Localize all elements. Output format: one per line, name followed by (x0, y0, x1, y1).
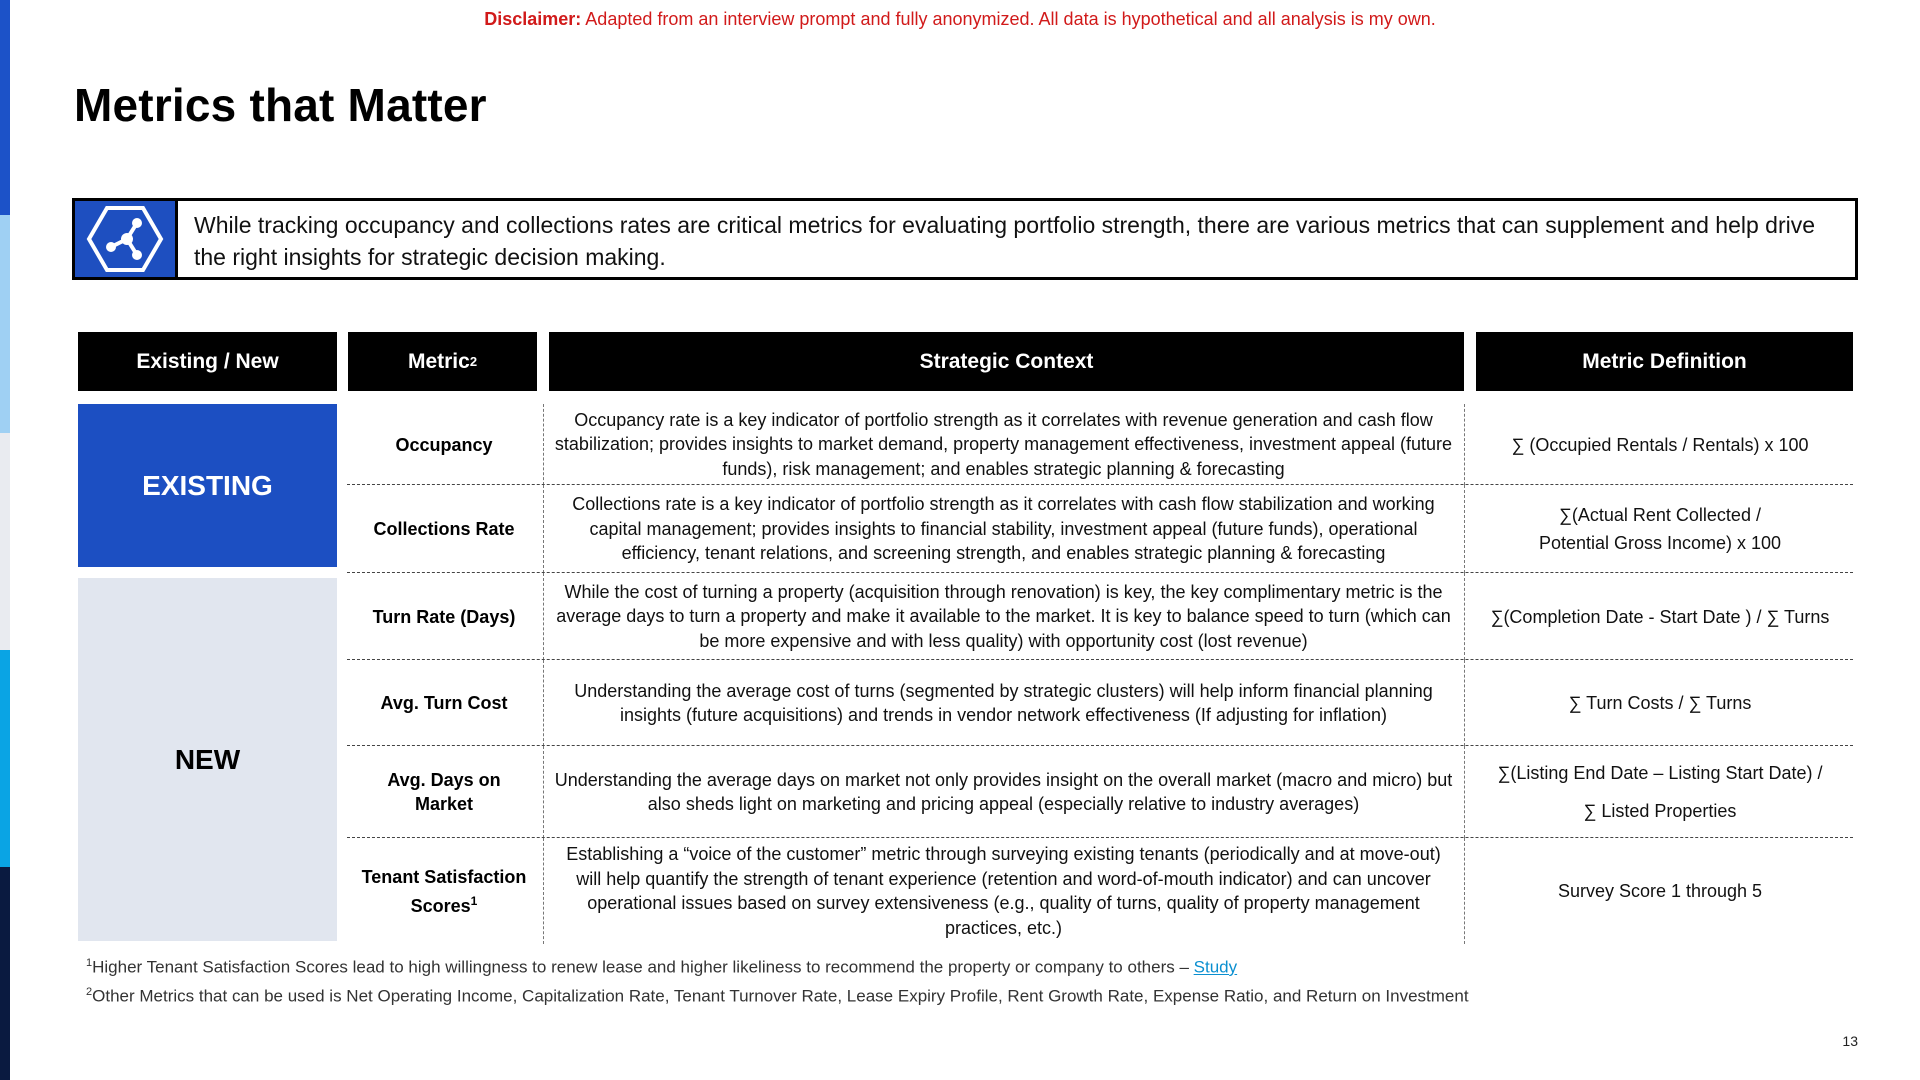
header-definition-label: Metric Definition (1582, 349, 1747, 373)
header-metric-footnote: 2 (469, 354, 478, 369)
definition-line: ∑ Listed Properties (1583, 801, 1737, 821)
footnote-text: Other Metrics that can be used is Net Operating Income, Capitalization Rate, Tenant Turnover Rate, Lease Expiry Profile, Rent Growth Rate, Expense Ratio, and Return on Investment (92, 986, 1469, 1006)
header-context-label: Strategic Context (919, 349, 1094, 373)
column-divider (1464, 746, 1465, 838)
definition-line: ∑ Turn Costs / ∑ Turns (1568, 693, 1752, 713)
edge-stripe (0, 433, 10, 650)
callout-box (72, 198, 1858, 280)
metric-name: Avg. Days on Market (387, 770, 501, 814)
header-metric (348, 332, 537, 391)
header-metric-definition (1476, 332, 1853, 391)
column-divider (1464, 404, 1465, 485)
band-existing: EXISTING (78, 404, 337, 567)
table-row (347, 404, 1853, 485)
strategic-context: Understanding the average days on market not only provides insight on the overall market (macro and micro) but also sheds light on marketing and pricing appeal (especially relative to industry averages) (554, 769, 1453, 814)
metric-definition (1467, 660, 1853, 746)
page-title: Metrics that Matter (74, 79, 487, 131)
metric-definition (1467, 404, 1853, 485)
footnotes (86, 951, 1469, 1008)
footnote-marker: 1 (86, 957, 93, 969)
metric-name: Turn Rate (Days) (372, 606, 516, 627)
metric-footnote: 1 (470, 893, 478, 908)
column-divider (543, 746, 544, 838)
table-row (347, 485, 1853, 573)
metric-definition (1467, 746, 1853, 838)
strategic-context: Occupancy rate is a key indicator of portfolio strength as it correlates with revenue generation and cash flow stabilization; provides insights to market demand, property management effectiveness, investment appeal (future funds), risk management; and enables strategic planning & forecasting (554, 409, 1453, 479)
definition-line: Potential Gross Income) x 100 (1538, 533, 1782, 553)
metric-name-text: Tenant Satisfaction Scores (361, 866, 527, 916)
header-existing-new-label: Existing / New (136, 349, 279, 373)
network-hexagon-icon (75, 201, 178, 277)
footnote-1 (86, 951, 1469, 980)
table-row (347, 573, 1853, 660)
metric-name: Occupancy (395, 434, 493, 455)
header-strategic-context (549, 332, 1464, 391)
metric-name: Collections Rate (373, 519, 515, 539)
edge-stripe (0, 215, 10, 433)
disclaimer-text: Adapted from an interview prompt and fully anonymized. All data is hypothetical and all analysis is my own. (581, 9, 1436, 29)
table-row (347, 838, 1853, 944)
edge-stripe (0, 867, 10, 1080)
footnote-2 (86, 980, 1469, 1009)
edge-stripe (0, 0, 10, 215)
definition-line: ∑(Listing End Date – Listing Start Date) / (1497, 763, 1823, 783)
column-divider (1464, 573, 1465, 660)
metric-definition (1467, 485, 1853, 573)
disclaimer-label: Disclaimer: (484, 9, 582, 29)
strategic-context: Collections rate is a key indicator of portfolio strength as it correlates with cash flow stabilization and working capital management; provides insights to financial stability, investment appeal (future funds), operational efficiency, tenant relations, and screening strength, and enables strategic planning & forecasting (572, 494, 1435, 564)
page-number: 13 (1842, 1033, 1858, 1049)
column-divider (543, 404, 544, 485)
column-divider (1464, 838, 1465, 944)
header-metric-label: Metric (407, 349, 470, 373)
table-row (347, 746, 1853, 838)
definition-line: ∑(Completion Date - Start Date ) / ∑ Turns (1490, 606, 1830, 627)
table-row (347, 660, 1853, 746)
column-divider (1464, 485, 1465, 573)
metric-name (347, 838, 541, 944)
metric-definition (1467, 573, 1853, 660)
column-divider (543, 660, 544, 746)
definition-line: ∑(Actual Rent Collected / (1559, 505, 1761, 525)
disclaimer (0, 9, 1920, 30)
column-divider (543, 485, 544, 573)
callout-text: While tracking occupancy and collections rates are critical metrics for evaluating portfolio strength, there are various metrics that can supplement and help drive the right insights for strategic decision making. (194, 212, 1816, 270)
edge-stripe (0, 650, 10, 867)
metric-name: Avg. Turn Cost (380, 693, 508, 713)
metric-definition (1467, 838, 1853, 944)
column-divider (543, 838, 544, 944)
column-divider (1464, 660, 1465, 746)
strategic-context: Understanding the average cost of turns (segmented by strategic clusters) will help inform financial planning insights (future acquisitions) and trends in vendor network effectiveness (If adjusting for inflation) (574, 680, 1433, 725)
column-divider (543, 573, 544, 660)
definition-line: ∑ (Occupied Rentals / Rentals) x 100 (1511, 434, 1809, 455)
header-existing-new (78, 332, 337, 391)
band-new: NEW (78, 578, 337, 941)
footnote-text: Higher Tenant Satisfaction Scores lead to high willingness to renew lease and higher likeliness to recommend the property or company to others – (92, 957, 1194, 977)
strategic-context: While the cost of turning a property (acquisition through renovation) is key, the key complimentary metric is the average days to turn a property and make it available to the market. It is key to balance speed to turn (which can be more expensive and with less quality) with opportunity cost (lost revenue) (556, 581, 1451, 651)
strategic-context: Establishing a “voice of the customer” metric through surveying existing tenants (periodically and at move-out) will help quantify the strength of tenant experience (retention and word-of-mouth indicator) and can uncover operational issues based on survey extensiveness (e.g., quality of turns, quality of property management practices, etc.) (566, 844, 1441, 938)
definition-line: Survey Score 1 through 5 (1557, 881, 1763, 901)
study-link[interactable]: Study (1193, 957, 1238, 977)
footnote-marker: 2 (86, 985, 93, 998)
